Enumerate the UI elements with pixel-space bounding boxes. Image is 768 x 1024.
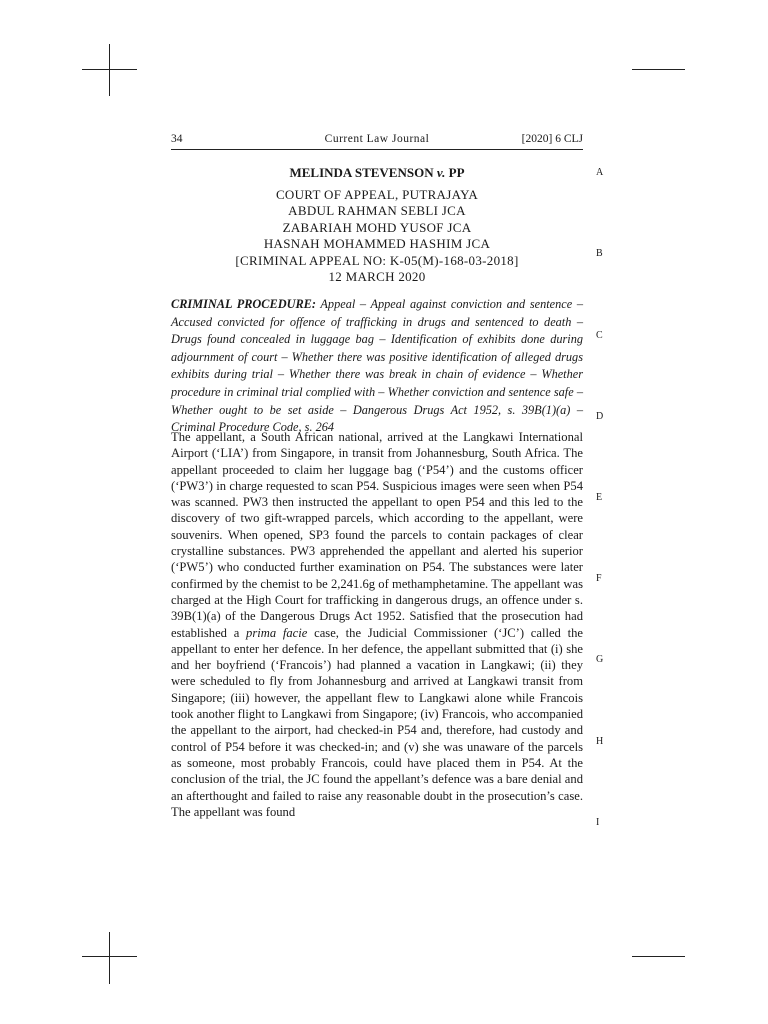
headnote-text-part-2: case, the Judicial Commissioner (‘JC’) called the appellant to enter her defence. In her defence, the appellant submitted that (i) she and her boyfriend (‘Francois’) had planned a vacation in Langkawi; (ii) they were scheduled to fly from Johannesburg and arrived at Langkawi transit from Singapore; (iii) however, the appellant flew to Langkawi alone while Francois took another flight to Langkawi from Singapore; (iv) Francois, who accompanied the appellant to the airport, had checked-in P54 and, therefore, had custody and control of P54 before it was checked-in; and (v) she was unaware of the parcels as someone, most probably Francois, could have placed them in P54. At the conclusion of the trial, the JC found the appellant’s defence was a bare denial and an afterthought and failed to raise any reasonable doubt in the prosecution’s case. The appellant was found bbox=[171, 625, 583, 819]
court-details bbox=[171, 187, 583, 285]
margin-letter-g: G bbox=[596, 654, 604, 665]
judge-1: ABDUL RAHMAN SEBLI JCA bbox=[288, 203, 466, 219]
headnote-italic-phrase: prima facie bbox=[246, 625, 308, 640]
margin-letter-c: C bbox=[596, 330, 604, 341]
margin-letter-h: H bbox=[596, 736, 604, 747]
citation: [2020] 6 CLJ bbox=[521, 133, 583, 145]
margin-letter-b: B bbox=[596, 248, 604, 259]
judge-2: ZABARIAH MOHD YUSOF JCA bbox=[282, 219, 472, 235]
journal-title: Current Law Journal bbox=[324, 133, 430, 145]
catchwords-heading: CRIMINAL PROCEDURE: bbox=[171, 297, 316, 311]
margin-letter-f: F bbox=[596, 573, 603, 584]
crop-mark-top-left-vertical bbox=[109, 44, 110, 96]
case-title bbox=[171, 165, 583, 181]
catchwords bbox=[171, 296, 583, 437]
judgment-date: 12 MARCH 2020 bbox=[328, 269, 426, 285]
court-name: COURT OF APPEAL, PUTRAJAYA bbox=[275, 187, 479, 202]
crop-mark-top-right-horizontal bbox=[632, 69, 685, 70]
appeal-number: [CRIMINAL APPEAL NO: K-05(M)-168-03-2018] bbox=[235, 252, 519, 268]
running-header bbox=[171, 133, 583, 150]
headnote-paragraph bbox=[171, 429, 583, 820]
crop-mark-bottom-right-horizontal bbox=[632, 956, 685, 957]
margin-letter-d: D bbox=[596, 411, 604, 422]
judge-3: HASNAH MOHAMMED HASHIM JCA bbox=[263, 236, 491, 252]
crop-mark-bottom-left-vertical bbox=[109, 932, 110, 984]
headnote-text-part-1: The appellant, a South African national, arrived at the Langkawi International Airport (‘LIA’) from Singapore, in transit from Johannesburg, South Africa. The appellant proceeded to claim her luggage bag (‘P54’) and the customs officer (‘PW3’) in charge requested to scan P54. Suspicious images were seen when P54 was scanned. PW3 then instructed the appellant to open P54 and this led to the discovery of two gift-wrapped parcels, which according to the appellant, were souvenirs. When opened, SP3 found the parcels to contain packages of clear crystalline substances. PW3 apprehended the appellant and alerted his superior (‘PW5’) who conducted further examination on P54. The substances were later confirmed by the chemist to be 2,241.6g of methamphetamine. The appellant was charged at the High Court for trafficking in dangerous drugs, an offence under s. 39B(1)(a) of the Dangerous Drugs Act 1952. Satisfied that the prosecution had established a bbox=[171, 430, 583, 640]
margin-letter-i: I bbox=[596, 817, 600, 828]
versus: v. bbox=[436, 165, 446, 180]
page-number: 34 bbox=[171, 133, 183, 145]
margin-letter-e: E bbox=[596, 492, 603, 503]
margin-letter-a: A bbox=[596, 167, 604, 178]
respondent-name: PP bbox=[448, 165, 465, 180]
catchwords-text: Appeal – Appeal against conviction and sentence – Accused convicted for offence of trafficking in drugs and sentenced to death – Drugs found concealed in luggage bag – Identification of exhibits done during adjournment of court – Whether there was positive identification of alleged drugs exhibits during trial – Whether there was break in chain of evidence – Whether procedure in criminal trial complied with – Whether conviction and sentence safe – Whether ought to be set aside – Dangerous Drugs Act 1952, s. 39B(1)(a) – Criminal Procedure Code, s. 264 bbox=[171, 297, 583, 435]
appellant-name: MELINDA STEVENSON bbox=[289, 165, 434, 180]
